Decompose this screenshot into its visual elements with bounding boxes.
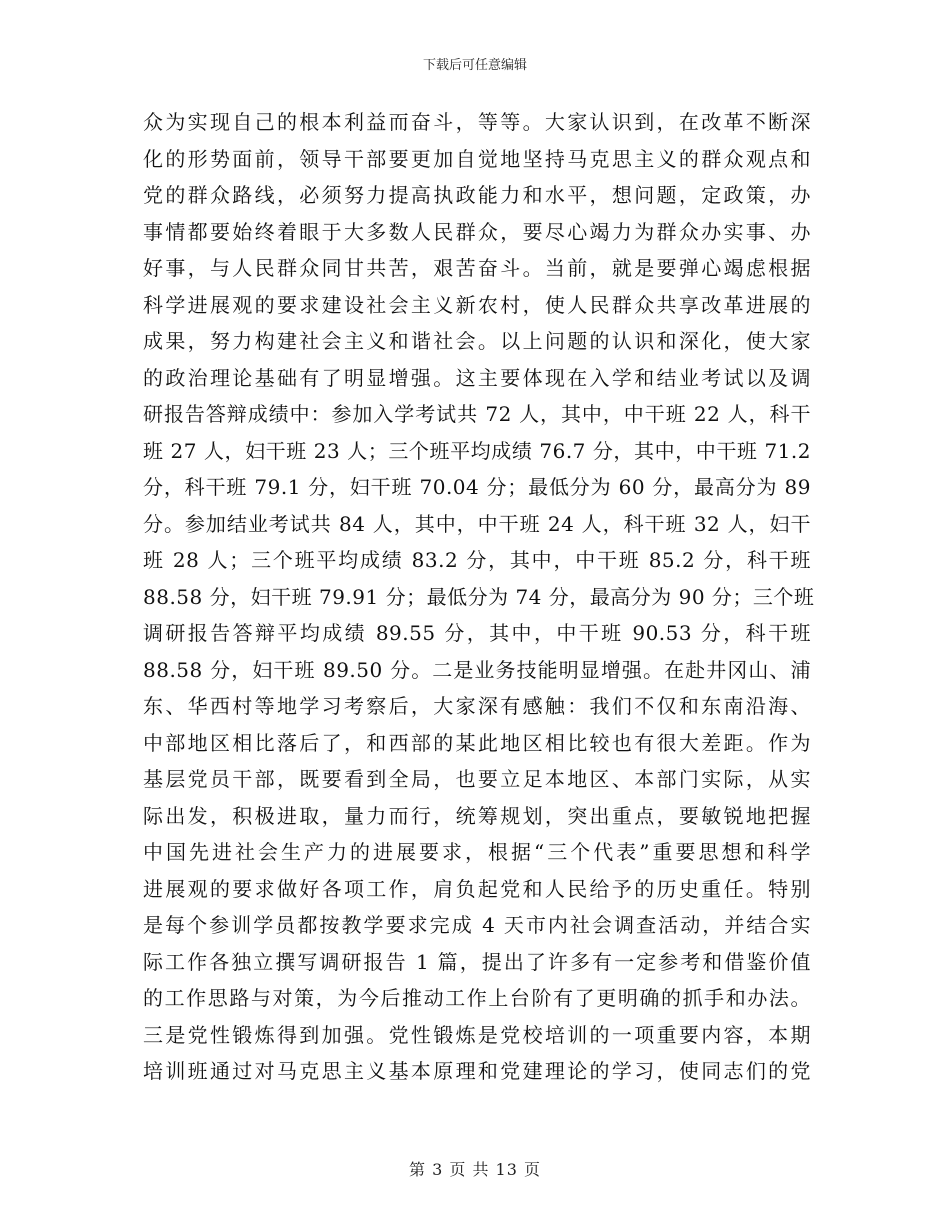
page-number: 第 3 页 共 13 页 xyxy=(409,1160,541,1179)
paragraph-line: 班 28 人；三个班平均成绩 83.2 分，其中，中干班 85.2 分，科干班 xyxy=(143,548,811,572)
paragraph-line: 中部地区相比落后了，和西部的某此地区相比较也有很大差距。作为 xyxy=(143,730,811,755)
paragraph-line: 党的群众路线，必须努力提高执政能力和水平，想问题，定政策，办 xyxy=(143,183,811,207)
paragraph-line: 研报告答辩成绩中：参加入学考试共 72 人，其中，中干班 22 人，科干 xyxy=(143,402,811,426)
paragraph-line: 际出发，积极进取，量力而行，统筹规划，突出重点，要敏锐地把握 xyxy=(143,803,811,828)
paragraph-line: 调研报告答辩平均成绩 89.55 分，其中，中干班 90.53 分，科干班 xyxy=(143,621,811,645)
paragraph-line: 化的形势面前，领导干部要更加自觉地坚持马克思主义的群众观点和 xyxy=(143,146,811,171)
paragraph-line: 的工作思路与对策，为今后推动工作上台阶有了更明确的抓手和办法。 xyxy=(143,986,811,1010)
paragraph-line: 培训班通过对马克思主义基本原理和党建理论的学习，使同志们的党 xyxy=(143,1059,811,1083)
paragraph-line: 事情都要始终着眼于大多数人民群众，要尽心竭力为群众办实事、办 xyxy=(143,219,811,244)
paragraph-line: 88.58 分，妇干班 79.91 分；最低分为 74 分，最高分为 90 分；三个班 xyxy=(143,584,815,609)
paragraph-line: 际工作各独立撰写调研报告 1 篇，提出了许多有一定参考和借鉴价值 xyxy=(143,949,811,974)
paragraph-line: 基层党员干部，既要看到全局，也要立足本地区、本部门实际，从实 xyxy=(143,767,811,791)
paragraph-line: 的政治理论基础有了明显增强。这主要体现在入学和结业考试以及调 xyxy=(143,365,811,390)
paragraph-line: 班 27 人，妇干班 23 人；三个班平均成绩 76.7 分，其中，中干班 71.2 xyxy=(143,438,811,463)
paragraph-line: 成果，努力构建社会主义和谐社会。以上问题的认识和深化，使大家 xyxy=(143,329,811,353)
paragraph-line: 科学进展观的要求建设社会主义新农村，使人民群众共享改革进展的 xyxy=(143,292,811,317)
page-header-note: 下载后可任意编辑 xyxy=(422,58,527,73)
paragraph-line: 三是党性锻炼得到加强。党性锻炼是党校培训的一项重要内容，本期 xyxy=(143,1022,811,1047)
paragraph-line: 众为实现自己的根本利益而奋斗，等等。大家认识到，在改革不断深 xyxy=(143,110,811,134)
paragraph-line: 进展观的要求做好各项工作，肩负起党和人民给予的历史重任。特别 xyxy=(143,876,811,901)
paragraph-line: 是每个参训学员都按教学要求完成 4 天市内社会调查活动，并结合实 xyxy=(143,913,811,937)
paragraph-line: 中国先进社会生产力的进展要求，根据“三个代表”重要思想和科学 xyxy=(143,840,811,864)
paragraph-line: 分。参加结业考试共 84 人，其中，中干班 24 人，科干班 32 人，妇干 xyxy=(143,511,811,536)
document-body xyxy=(143,104,815,1090)
paragraph-line: 88.58 分，妇干班 89.50 分。二是业务技能明显增强。在赴井冈山、浦 xyxy=(143,657,811,682)
paragraph-line: 好事，与人民群众同甘共苦，艰苦奋斗。当前，就是要弹心竭虑根据 xyxy=(143,256,811,280)
paragraph-line: 分，科干班 79.1 分，妇干班 70.04 分；最低分为 60 分，最高分为 89 xyxy=(143,475,811,499)
paragraph-line: 东、华西村等地学习考察后，大家深有感触：我们不仅和东南沿海、 xyxy=(143,694,811,718)
